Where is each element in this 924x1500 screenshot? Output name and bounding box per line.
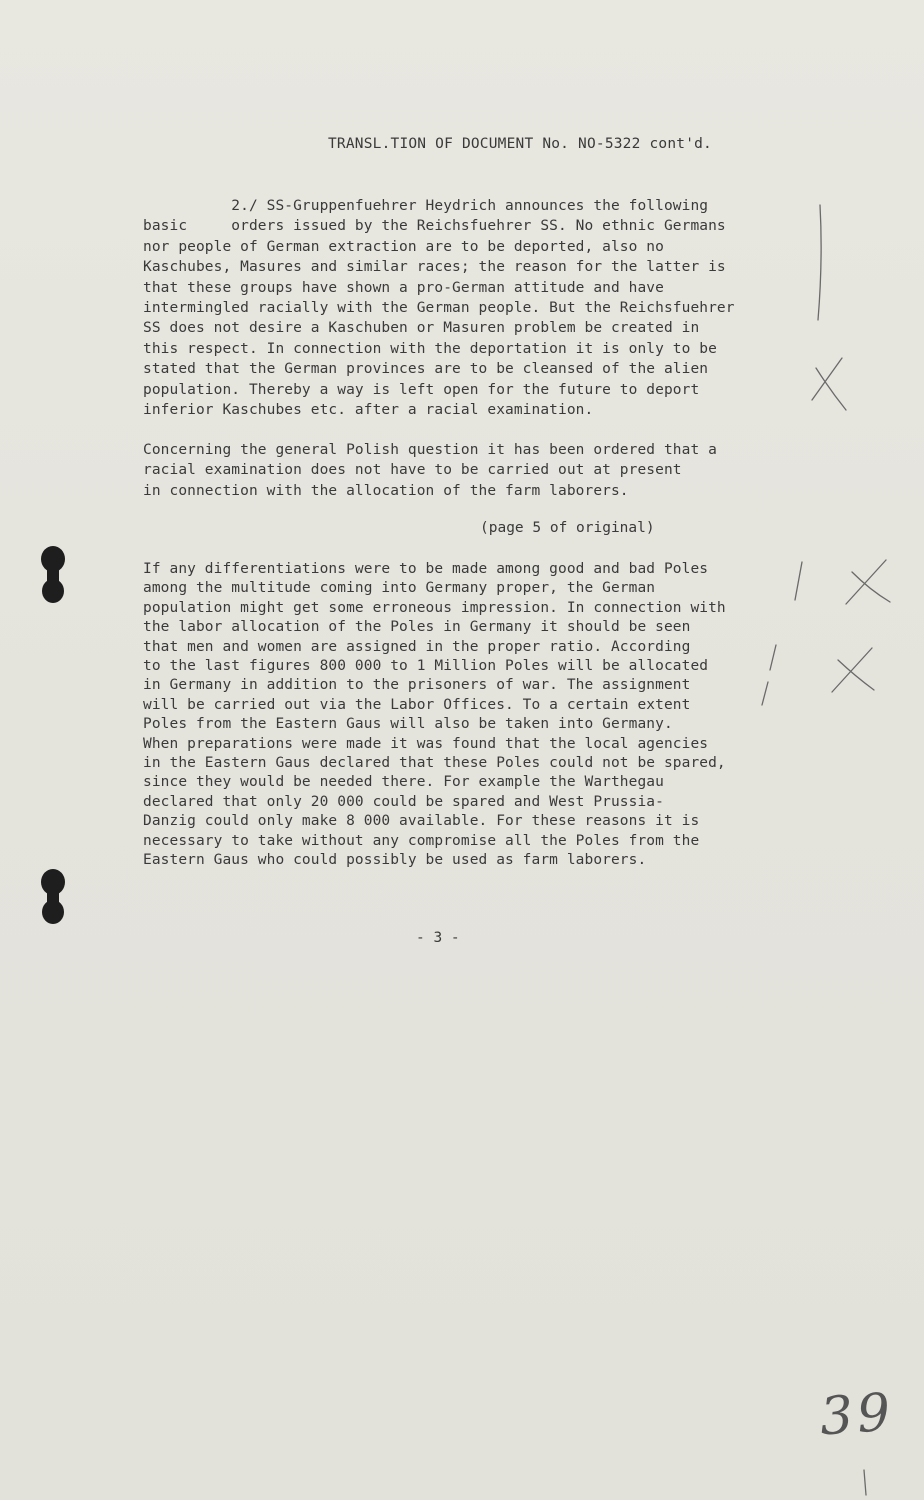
text-line: that men and women are assigned in the proper ratio. According (143, 638, 691, 655)
text-line: declared that only 20 000 could be spared and West Prussia- (143, 793, 664, 810)
text-line: basic orders issued by the Reichsfuehrer SS. No ethnic Germans (143, 218, 726, 235)
margin-line-mark (864, 1470, 866, 1495)
text-line: 2./ SS-Gruppenfuehrer Heydrich announces the following (143, 198, 709, 214)
text-line: Eastern Gaus who could possibly be used as farm laborers. (143, 852, 647, 869)
text-line: in connection with the allocation of the farm laborers. (143, 482, 629, 499)
text-line: Concerning the general Polish question it has been ordered that a (143, 442, 717, 458)
text-line: racial examination does not have to be carried out at present (143, 462, 682, 479)
text-line: Kaschubes, Masures and similar races; the reason for the latter is (143, 259, 726, 276)
text-line: When preparations were made it was found that the local agencies (143, 735, 709, 752)
text-line: in the Eastern Gaus declared that these Poles could not be spared, (143, 755, 726, 772)
text-line: If any differentiations were to be made among good and bad Poles (143, 561, 709, 577)
margin-line-mark (795, 562, 802, 600)
text-line: population. Thereby a way is left open for the future to deport (143, 381, 700, 398)
text-line: stated that the German provinces are to be cleansed of the alien (143, 361, 709, 378)
document-header: TRANSL.TION OF DOCUMENT No. NO-5322 cont'd. (328, 136, 712, 152)
text-line: inferior Kaschubes etc. after a racial examination. (143, 402, 594, 419)
cross-mark-icon (812, 358, 846, 410)
text-line: among the multitude coming into Germany proper, the German (143, 580, 656, 597)
text-line: to the last figures 800 000 to 1 Million Poles will be allocated (143, 658, 709, 675)
text-line: nor people of German extraction are to be deported, also no (143, 238, 664, 255)
text-line: necessary to take without any compromise all the Poles from the (143, 832, 700, 849)
text-line: Danzig could only make 8 000 available. For these reasons it is (143, 813, 700, 830)
text-line: population might get some erroneous impression. In connection with (143, 599, 726, 616)
page-number: - 3 - (416, 930, 460, 946)
text-line: SS does not desire a Kaschuben or Masuren problem be created in (143, 320, 700, 337)
page-reference: (page 5 of original) (480, 520, 655, 536)
handwritten-page-number: 39 (817, 1382, 897, 1448)
cross-mark-icon (832, 648, 874, 692)
text-line: that these groups have shown a pro-German attitude and have (143, 279, 664, 296)
text-line: since they would be needed there. For example the Warthegau (143, 774, 664, 791)
margin-line-mark (818, 205, 821, 320)
text-line: intermingled racially with the German people. But the Reichsfuehrer (143, 300, 735, 317)
margin-line-mark (770, 645, 776, 670)
text-line: in Germany in addition to the prisoners of war. The assignment (143, 677, 691, 694)
text-line: the labor allocation of the Poles in Germany it should be seen (143, 619, 691, 636)
cross-mark-icon (846, 560, 890, 604)
margin-line-mark (762, 682, 768, 705)
text-line: Poles from the Eastern Gaus will also be taken into Germany. (143, 716, 673, 733)
text-line: this respect. In connection with the deportation it is only to be (143, 340, 717, 357)
text-line: will be carried out via the Labor Offices. To a certain extent (143, 696, 691, 713)
